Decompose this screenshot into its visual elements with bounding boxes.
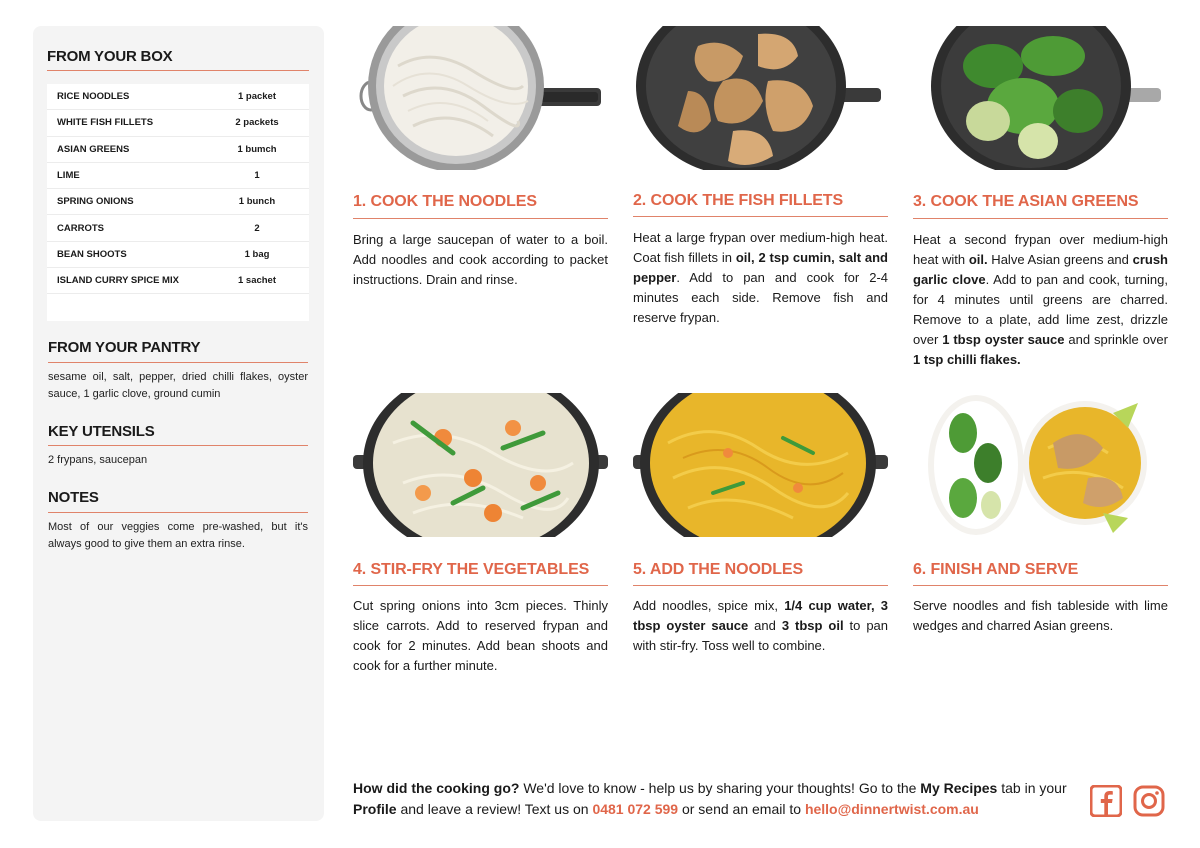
ingredients-sidebar — [33, 26, 324, 821]
from-your-box-heading: FROM YOUR BOX — [47, 48, 173, 65]
ingredient-qty: 1 bumch — [237, 143, 277, 155]
step-title: 4. STIR-FRY THE VEGETABLES — [353, 561, 590, 578]
ingredient-name: RICE NOODLES — [57, 91, 130, 103]
stir-fry-vegetables-image — [353, 393, 608, 537]
divider — [48, 362, 308, 363]
ingredient-qty: 1 sachet — [237, 275, 277, 287]
instagram-icon[interactable] — [1133, 785, 1165, 817]
step-instructions: Heat a second frypan over medium-high heat with oil. Halve Asian greens and crush garlic clove. Add to pan and cook, turning, for 4 minutes until greens are charred. Remove to a plate, add lime zest, drizzle over 1 tbsp oyster sauce and sprinkle over 1 tsp chilli flakes. — [913, 232, 1168, 367]
ingredient-row — [47, 268, 309, 294]
divider — [353, 585, 608, 586]
step-instructions: Serve noodles and fish tableside with lime wedges and charred Asian greens. — [913, 598, 1168, 633]
utensils-list: 2 frypans, saucepan — [48, 454, 148, 466]
ingredient-name: SPRING ONIONS — [57, 196, 134, 208]
divider — [633, 216, 888, 217]
noodles-in-strainer-image — [353, 26, 608, 170]
ingredient-row — [47, 137, 309, 163]
step-instructions: Add noodles, spice mix, 1/4 cup water, 3 tbsp oyster sauce and 3 tbsp oil to pan with stir-fry. Toss well to combine. — [633, 598, 889, 653]
divider — [48, 512, 308, 513]
pantry-list: sesame oil, salt, pepper, dried chilli flakes, oyster sauce, 1 garlic clove, ground cumin — [48, 371, 308, 400]
ingredient-qty: 1 packet — [237, 91, 277, 103]
ingredient-qty: 2 packets — [235, 117, 279, 129]
divider — [353, 218, 608, 219]
ingredient-row — [47, 215, 309, 241]
step-title: 1. COOK THE NOODLES — [353, 193, 537, 210]
divider — [48, 445, 308, 446]
divider — [633, 585, 888, 586]
ingredient-qty: 1 — [254, 170, 260, 182]
divider — [47, 70, 309, 71]
ingredient-qty: 1 bag — [244, 248, 270, 260]
plated-dish-image — [913, 393, 1168, 537]
ingredient-table — [47, 84, 309, 321]
ingredient-row — [47, 163, 309, 189]
fish-in-frypan-image — [633, 26, 888, 170]
ingredient-row — [47, 84, 309, 110]
key-utensils-heading: KEY UTENSILS — [48, 423, 155, 440]
ingredient-name: WHITE FISH FILLETS — [57, 117, 154, 129]
ingredient-name: ISLAND CURRY SPICE MIX — [57, 275, 179, 287]
step-title: 3. COOK THE ASIAN GREENS — [913, 193, 1139, 210]
ingredient-name: BEAN SHOOTS — [57, 248, 127, 260]
step-instructions: Cut spring onions into 3cm pieces. Thinly slice carrots. Add to reserved frypan and cook for 2 minutes. Add bean shoots and cook for a further minute. — [353, 598, 608, 673]
ingredient-row — [47, 110, 309, 136]
step-title: 5. ADD THE NOODLES — [633, 561, 804, 578]
notes-text: Most of our veggies come pre-washed, but it's always good to give them an extra rinse. — [48, 521, 308, 550]
divider — [913, 218, 1168, 219]
ingredient-row — [47, 242, 309, 268]
step-title: 6. FINISH AND SERVE — [913, 561, 1079, 578]
ingredient-row — [47, 189, 309, 215]
facebook-icon[interactable] — [1090, 785, 1122, 817]
asian-greens-in-frypan-image — [913, 26, 1168, 170]
ingredient-qty: 2 — [254, 222, 260, 234]
step-instructions: Heat a large frypan over medium-high heat. Coat fish fillets in oil, 2 tsp cumin, salt and pepper. Add to pan and cook for 2-4 minutes each side. Remove fish and reserve frypan. — [633, 230, 888, 325]
step-title: 2. COOK THE FISH FILLETS — [633, 192, 844, 209]
step-instructions: Bring a large saucepan of water to a boil. Add noodles and cook according to packet instructions. Drain and rinse. — [353, 232, 608, 287]
ingredient-name: LIME — [57, 170, 80, 182]
ingredient-qty: 1 bunch — [238, 196, 276, 208]
divider — [913, 585, 1168, 586]
noodles-stir-fry-image — [633, 393, 888, 537]
review-prompt: How did the cooking go? We'd love to know - help us by sharing your thoughts! Go to the My Recipes tab in your Profile and leave a review! Text us on 0481 072 599 or send an email to hello@dinnertwist.com.au — [353, 780, 1067, 817]
ingredient-name: CARROTS — [57, 222, 104, 234]
ingredient-name: ASIAN GREENS — [57, 143, 130, 155]
notes-heading: NOTES — [48, 489, 99, 506]
from-your-pantry-heading: FROM YOUR PANTRY — [48, 339, 201, 356]
